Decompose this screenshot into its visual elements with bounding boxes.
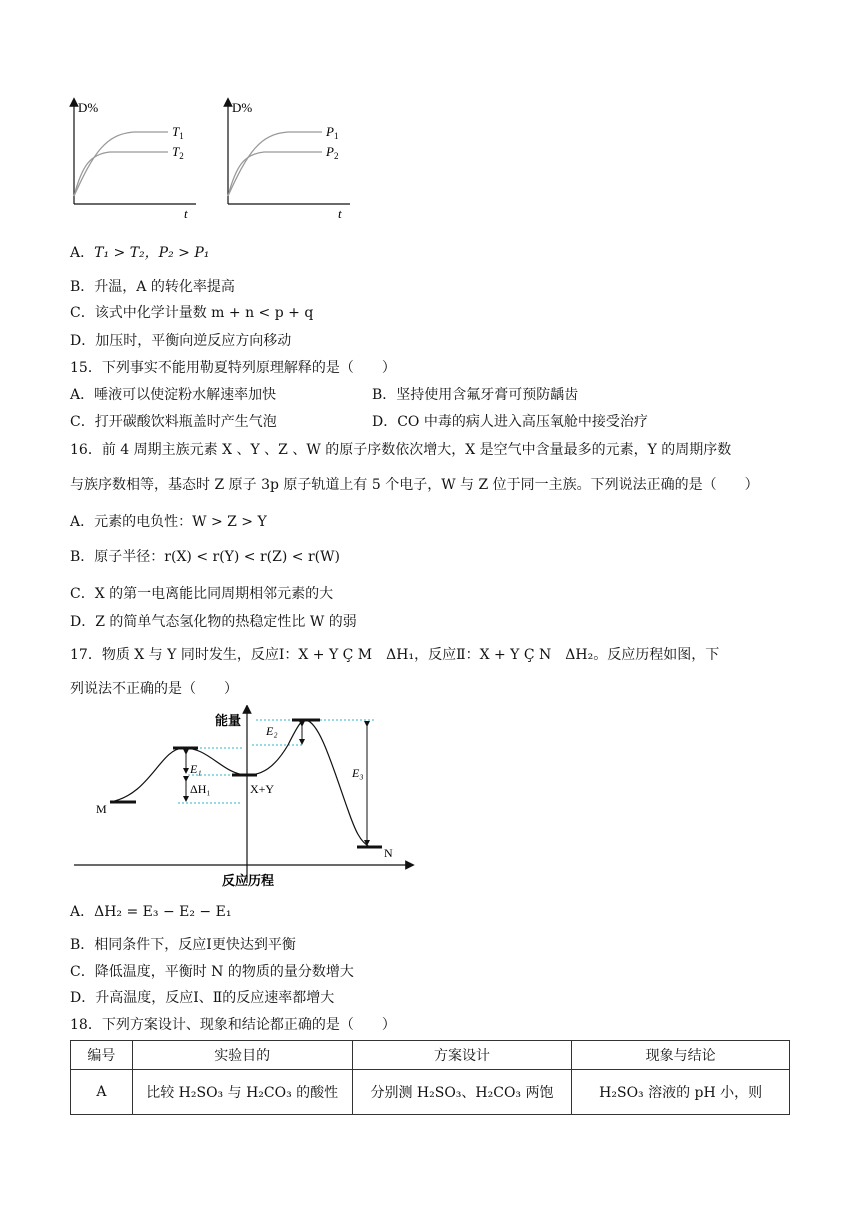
q14-option-b-text: 升温，A 的转化率提高 [94, 279, 235, 295]
q14-option-b-prefix: B． [70, 279, 95, 295]
table-cell: 分别测 H₂SO₃、H₂CO₃ 两饱 [352, 1070, 572, 1115]
table-header: 实验目的 [132, 1041, 352, 1070]
curve-bottom-label: P [326, 144, 334, 159]
q15-option-b[interactable]: B．坚持使用含氟牙膏可预防龋齿 [372, 387, 579, 403]
label-E3: E₃ [352, 766, 364, 780]
experiment-table [70, 1040, 790, 1115]
curve-T2 [74, 152, 168, 196]
curve-top-sub: 1 [179, 131, 184, 141]
q16-option-d[interactable]: D．Z 的简单气态氢化物的热稳定性比 W 的弱 [70, 614, 357, 630]
table-cell: H₂SO₃ 溶液的 pH 小，则 [572, 1070, 790, 1115]
q15-option-a[interactable]: A．唾液可以使淀粉水解速率加快 [70, 387, 277, 403]
q14-option-c-prefix: C． [70, 305, 95, 321]
q15-option-c[interactable]: C．打开碳酸饮料瓶盖时产生气泡 [70, 414, 277, 430]
energy-curve [110, 720, 370, 847]
q14-option-a[interactable] [70, 243, 209, 263]
progress-axis-label: 反应历程 [222, 873, 275, 888]
table-header: 编号 [71, 1041, 133, 1070]
label-E1: E₁ [190, 762, 202, 776]
curve-top-label: T [172, 124, 180, 139]
graph2-xlabel: t [338, 206, 342, 221]
q14-option-c[interactable] [70, 303, 313, 323]
curve-bottom-label: T [172, 144, 180, 159]
label-dH1: ΔH₁ [190, 782, 211, 796]
q16-option-c[interactable]: C．X 的第一电离能比同周期相邻元素的大 [70, 586, 334, 602]
q17-option-d[interactable]: D．升高温度，反应Ⅰ、Ⅱ的反应速率都增大 [70, 990, 335, 1006]
curve-top-label: P [326, 124, 334, 139]
q16-option-a[interactable]: A．元素的电负性：W > Z > Y [70, 514, 267, 530]
table-header-row [71, 1041, 790, 1070]
q16-option-b[interactable]: B．原子半径：r(X) < r(Y) < r(Z) < r(W) [70, 549, 340, 565]
equilibrium-graphs [60, 96, 360, 224]
curve-P1 [228, 132, 322, 196]
graph1-xlabel: t [184, 206, 188, 221]
q15-stem: 15．下列事实不能用勒夏特列原理解释的是（ ） [70, 360, 396, 376]
svg-text:P2 [325, 144, 338, 161]
table-header: 方案设计 [352, 1041, 572, 1070]
label-E2: E₂ [266, 724, 278, 738]
table-cell: 比较 H₂SO₃ 与 H₂CO₃ 的酸性 [132, 1070, 352, 1115]
q17-stem-line1: 17．物质 X 与 Y 同时发生，反应Ⅰ：X + Y Ç M ΔH₁，反应Ⅱ：X + Y Ç N ΔH₂。反应历程如图，下 [70, 647, 720, 663]
label-N: N [384, 846, 393, 860]
table-cell: A [71, 1070, 133, 1115]
q14-option-d-text: 加压时，平衡向逆反应方向移动 [95, 333, 292, 349]
svg-text:T2 [172, 144, 184, 161]
svg-text:T1 [172, 124, 184, 141]
q16-stem-line2: 与族序数相等，基态时 Z 原子 3p 原子轨道上有 5 个电子，W 与 Z 位于同一主族。下列说法正确的是（ ） [70, 477, 759, 493]
svg-text:P1 [325, 124, 338, 141]
q18-stem: 18．下列方案设计、现象和结论都正确的是（ ） [70, 1017, 396, 1033]
table-header: 现象与结论 [572, 1041, 790, 1070]
q17-stem-line2: 列说法不正确的是（ ） [70, 681, 238, 697]
curve-bottom-sub: 2 [179, 151, 184, 161]
label-XY: X+Y [250, 782, 275, 796]
q17-option-a[interactable]: A．ΔH₂ = E₃ − E₂ − E₁ [70, 904, 232, 920]
q14-option-a-prefix: A． [70, 245, 95, 261]
label-M: M [96, 802, 107, 816]
graph1-ylabel: D% [78, 100, 99, 115]
reaction-energy-diagram [70, 705, 420, 890]
q17-option-b[interactable]: B．相同条件下，反应Ⅰ更快达到平衡 [70, 937, 296, 953]
graph-temperature [74, 100, 196, 221]
q14-option-b[interactable] [70, 277, 235, 297]
energy-axis-label: 能量 [215, 713, 242, 728]
q14-option-d-prefix: D． [70, 333, 96, 349]
q15-option-d[interactable]: D．CO 中毒的病人进入高压氧舱中接受治疗 [372, 414, 648, 430]
graph2-ylabel: D% [232, 100, 253, 115]
graph-pressure [228, 100, 350, 221]
curve-top-sub: 1 [333, 131, 339, 141]
q16-stem-line1: 16．前 4 周期主族元素 X 、Y 、Z 、W 的原子序数依次增大，X 是空气中含量最多的元素，Y 的周期序数 [70, 442, 732, 458]
curve-bottom-sub: 2 [333, 151, 339, 161]
q14-option-d[interactable] [70, 331, 291, 351]
q17-option-c[interactable]: C．降低温度，平衡时 N 的物质的量分数增大 [70, 964, 354, 980]
curve-T1 [74, 132, 168, 196]
q14-option-a-text: T₁ > T₂，P₂ > P₁ [94, 245, 210, 261]
curve-P2 [228, 152, 322, 196]
q14-option-c-text: 该式中化学计量数 m + n < p + q [94, 305, 314, 321]
table-row [71, 1070, 790, 1115]
